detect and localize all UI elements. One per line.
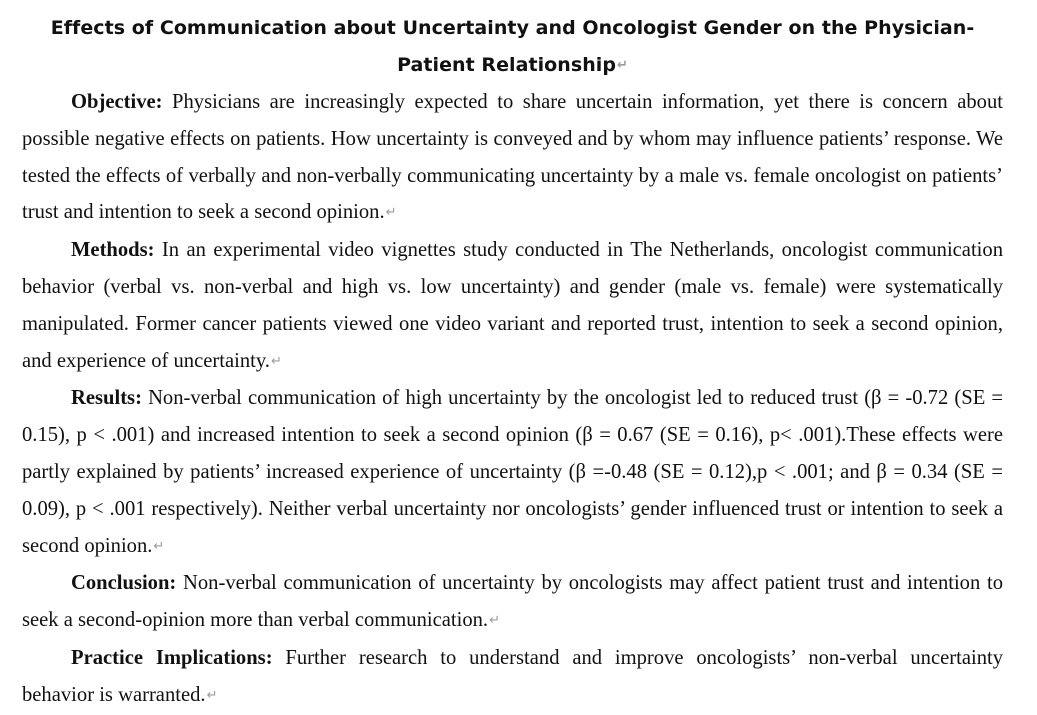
title-line-2-text: Patient Relationship bbox=[397, 54, 616, 76]
section-text: Non-verbal communication of uncertainty by oncologists may affect patient trust and intention to seek a second-opinion more than verbal communication. bbox=[22, 572, 1003, 632]
section-label: Objective: bbox=[71, 91, 163, 113]
section-text: Further research to understand and improve oncologists’ non-verbal uncertainty behavior is warranted. bbox=[22, 646, 1004, 706]
section-practice-implications bbox=[22, 640, 1003, 715]
paragraph-mark-icon: ↵ bbox=[270, 353, 282, 369]
title-line-2 bbox=[22, 47, 1003, 84]
section-methods bbox=[22, 232, 1003, 380]
title-line-1: Effects of Communication about Uncertainty and Oncologist Gender on the Physician- bbox=[50, 17, 975, 39]
section-objective bbox=[22, 84, 1003, 232]
section-results bbox=[22, 380, 1003, 565]
section-conclusion bbox=[22, 565, 1003, 640]
document-title bbox=[22, 10, 1003, 84]
section-label: Practice Implications: bbox=[71, 646, 273, 669]
paragraph-mark-icon: ↵ bbox=[206, 687, 218, 703]
section-label: Methods: bbox=[71, 239, 155, 262]
section-text: Non-verbal communication of high uncertainty by the oncologist led to reduced trust (β = -0.72 (SE = 0.15), p < .001) and increased intention to seek a second opinion (β = 0.67 (SE = 0.16), p< .001).These effects were partly explained by patients’ increased experience of uncertainty (β =-0.48 (SE = 0.12),p < .001; and β = 0.34 (SE = 0.09), p < .001 respectively). Neither verbal uncertainty nor oncologists’ gender influenced trust or intention to seek a second opinion. bbox=[22, 387, 1004, 557]
section-label: Conclusion: bbox=[71, 572, 177, 595]
section-text: Physicians are increasingly expected to share uncertain information, yet there is concern about possible negative effects on patients. How uncertainty is conveyed and by whom may influence patients’ response. We tested the effects of verbally and non-verbally communicating uncertainty by a male vs. female oncologist on patients’ trust and intention to seek a second opinion. bbox=[22, 91, 1003, 224]
section-text: In an experimental video vignettes study conducted in The Netherlands, oncologist communication behavior (verbal vs. non-verbal and high vs. low uncertainty) and gender (male vs. female) were systematically manipulated. Former cancer patients viewed one video variant and reported trust, intention to seek a second opinion, and experience of uncertainty. bbox=[22, 239, 1003, 372]
paragraph-mark-icon: ↵ bbox=[616, 58, 628, 73]
section-label: Results: bbox=[71, 387, 142, 410]
paragraph-mark-icon: ↵ bbox=[489, 613, 500, 629]
paragraph-mark-icon: ↵ bbox=[385, 205, 397, 221]
paragraph-mark-icon: ↵ bbox=[153, 538, 165, 554]
